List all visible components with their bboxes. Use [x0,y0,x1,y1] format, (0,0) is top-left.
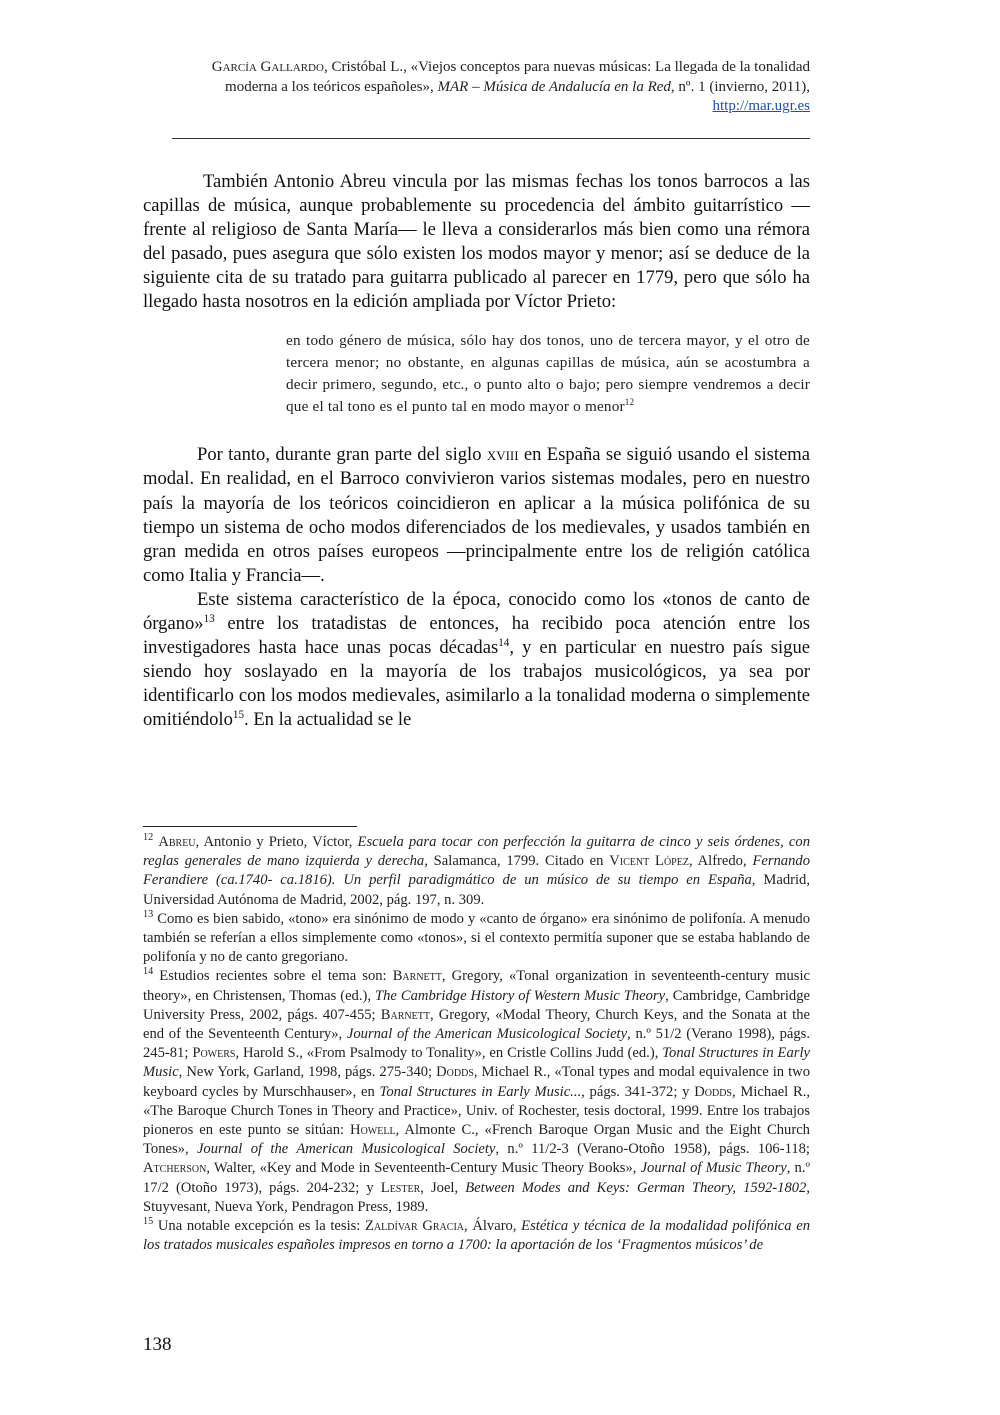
footnote-text: , n.º 51/2 (Verano 1998), págs. 245-81; [143,1026,810,1062]
footnote-text: , págs. 341-372; y [581,1083,695,1100]
footnote-text: , Michael R., «The Baroque Church Tones in Theory and Practice», Univ. of Rochester, tesis doctoral, 1999. Entre los trabajos pioneros en este punto se sitúan: [143,1083,811,1139]
footnote-title: Tonal Structures in Early Music [143,1045,810,1081]
footnote-title: Journal of the American Musicological Society [346,1026,628,1043]
footnote-title: Estética y técnica de la modalidad polifónica en los tratados musicales españoles impresos en torno a 1700: la aportación de los ‘Fragmentos músicos’ de [143,1218,811,1254]
footnote-text: , Stuyvesant, Nueva York, Pendragon Press, 1989. [143,1179,810,1215]
footnote-text: , Álvaro, [464,1218,522,1235]
footnote-author: Abreu [158,834,196,850]
footnote-number: 13 [143,908,154,920]
footnote-title: Between Modes and Keys: German Theory, 1592-1802 [465,1179,807,1196]
footnote-number: 14 [143,966,154,978]
header-journal: MAR – Música de Andalucía en la Red [437,78,671,95]
footnote-ref-15[interactable]: 15 [232,709,245,722]
century-numeral: xviii [486,444,519,466]
footnote-text: Como es bien sabido, «tono» era sinónimo de modo y «canto de órgano» era sinónimo de polifonía. A menudo también se referían a ellos simplemente como «tonos», si el contexto permitía suponer que se estaba hablando de polifonía y no de canto gregoriano. [143,910,810,966]
footnote-text: , n.º 11/2-3 (Verano-Otoño 1958), págs. 106-118; [495,1141,810,1158]
paragraph-2-text-b: en España se siguió usando el sistema modal. En realidad, en el Barroco convivieron varios sistemas modales, pero en nuestro país la mayoría de los teóricos coincidieron en aplicar a la música polifónica de su tiempo un sistema de ocho modos diferenciados de los medievales, y usados también en gran medida en otros países europeos —principalmente entre los de religión católica como Italia y Francia—. [143,444,810,586]
footnote-author: Barnett [392,968,442,985]
paragraph-3 [143,588,810,733]
footnote-separator [143,826,357,827]
footnote-text: , Antonio y Prieto, Víctor, [195,834,358,850]
running-header [160,58,810,117]
footnote-ref-14[interactable]: 14 [498,636,510,649]
header-rule [172,138,810,139]
footnote-text: , Alfredo, [688,853,753,870]
footnote-title: Journal of the American Musicological Society [196,1141,496,1158]
footnote-number: 12 [143,832,154,844]
footnote-author: Atcherson [143,1160,207,1177]
footnote-author: Dodds [694,1083,732,1100]
footnote-title: The Cambridge History of Western Music Theory [375,987,666,1004]
footnote-13 [143,910,810,968]
footnote-text: , Walter, «Key and Mode in Seventeenth-Century Music Theory Books», [206,1160,641,1177]
footnote-text: , Harold S., «From Psalmody to Tonality», en Cristle Collins Judd (ed.), [235,1045,663,1062]
paragraph-2-text-a: Por tanto, durante gran parte del siglo [197,444,487,466]
header-url-link[interactable]: http://mar.ugr.es [712,98,810,114]
footnote-title: Tonal Structures in Early Music... [379,1083,582,1100]
footnote-author: Dodds [436,1064,474,1081]
paragraph-3-text-d: . En la actualidad se le [244,709,412,731]
footnote-15 [143,1217,810,1255]
footnote-author: Zaldívar Gracia [365,1218,464,1235]
quote-text: en todo género de música, sólo hay dos tonos, uno de tercera mayor, y el otro de tercera menor; no obstante, en algunas capillas de música, aún se acostumbra a decir primero, segundo, etc., o punto alto o bajo; pero siempre vendremos a decir que el tal tono es el punto tal en modo mayor o menor [286,331,810,416]
footnote-text: , Gregory, «Tonal organization in seventeenth-century music theory», en Christensen, Thomas (ed.), [143,968,810,1004]
paragraph-3-text-a: Este sistema característico de la época, conocido como los «tonos de canto de órgano» [143,588,810,635]
footnote-author: Barnett [380,1006,430,1023]
footnote-number: 15 [143,1216,154,1228]
footnote-author: Lester [380,1179,421,1196]
footnote-text: , Salamanca, 1799. Citado en [424,853,610,870]
footnote-text: , New York, Garland, 1998, págs. 275-340; [178,1064,437,1081]
header-citation: , Cristóbal L., «Viejos conceptos para nuevas músicas: La llegada de la tonalidad moderna a los teóricos españoles», [225,59,810,95]
footnote-text: , n.º 17/2 (Otoño 1973), págs. 204-232; y [143,1160,810,1196]
footnote-text: , Almonte C., «French Baroque Organ Music and the Eight Church Tones», [143,1122,810,1158]
block-quote [286,330,810,419]
paragraph-2 [143,443,810,588]
footnote-text: , Cambridge, Cambridge University Press, 2002, págs. 407-455; [143,987,811,1023]
footnote-author: Vicent López [609,853,689,870]
footnotes [143,833,810,1255]
footnote-author: Howell [350,1122,396,1139]
footnote-ref-13[interactable]: 13 [203,612,215,625]
footnote-text: , Joel, [420,1179,466,1196]
footnote-text: Estudios recientes sobre el tema son: [153,968,393,985]
page-number: 138 [143,1334,172,1355]
footnote-title: Journal of Music Theory [640,1160,787,1177]
footnote-title: Fernando Ferandiere (ca.1740- ca.1816). Un perfil paradigmático de un músico de su tiempo en España [143,853,810,889]
footnote-text: Una notable excepción es la tesis: [153,1218,366,1235]
footnote-text: , Madrid, Universidad Autónoma de Madrid, 2002, pág. 197, n. 309. [143,872,810,908]
footnote-14 [143,967,810,1217]
header-author: García Gallardo [211,59,324,75]
spacer [143,433,810,443]
main-text [143,170,810,733]
footnote-ref-12[interactable]: 12 [624,397,635,408]
paragraph-3-text-b: entre los tratadistas de entonces, ha recibido poca atención entre los investigadores hasta hace unas pocas décadas [143,613,810,659]
paragraph-3-text-c: , y en particular en nuestro país sigue siendo hoy soslayado en la mayoría de los trabajos musicológicos, ya sea por identificarlo con los modos medievales, asimilarlo a la tonalidad moderna o simplemente omitiéndolo [143,637,810,731]
footnote-12 [143,833,810,910]
footnote-title: Escuela para tocar con perfección la guitarra de cinco y seis órdenes, con reglas generales de mano izquierda y derecha [143,834,810,870]
footnote-author: Powers [192,1045,236,1062]
header-issue: , nº. 1 (invierno, 2011), [670,78,810,95]
footnote-text: , Michael R., «Tonal types and modal equivalence in two keyboard cycles by Murschhauser», en [143,1064,810,1100]
footnote-text: , Gregory, «Modal Theory, Church Keys, and the Sonata at the end of the Seventeenth Century», [143,1006,810,1043]
paragraph-1: También Antonio Abreu vincula por las mismas fechas los tonos barrocos a las capillas de música, aunque probablemente su procedencia del ámbito guitarrístico —frente al religioso de Santa María— le lleva a considerarlos más bien como una rémora del pasado, pues asegura que sólo existen los modos mayor y menor; así se deduce de la siguiente cita de su tratado para guitarra publicado al parecer en 1779, pero que sólo ha llegado hasta nosotros en la edición ampliada por Víctor Prieto: [143,171,810,313]
